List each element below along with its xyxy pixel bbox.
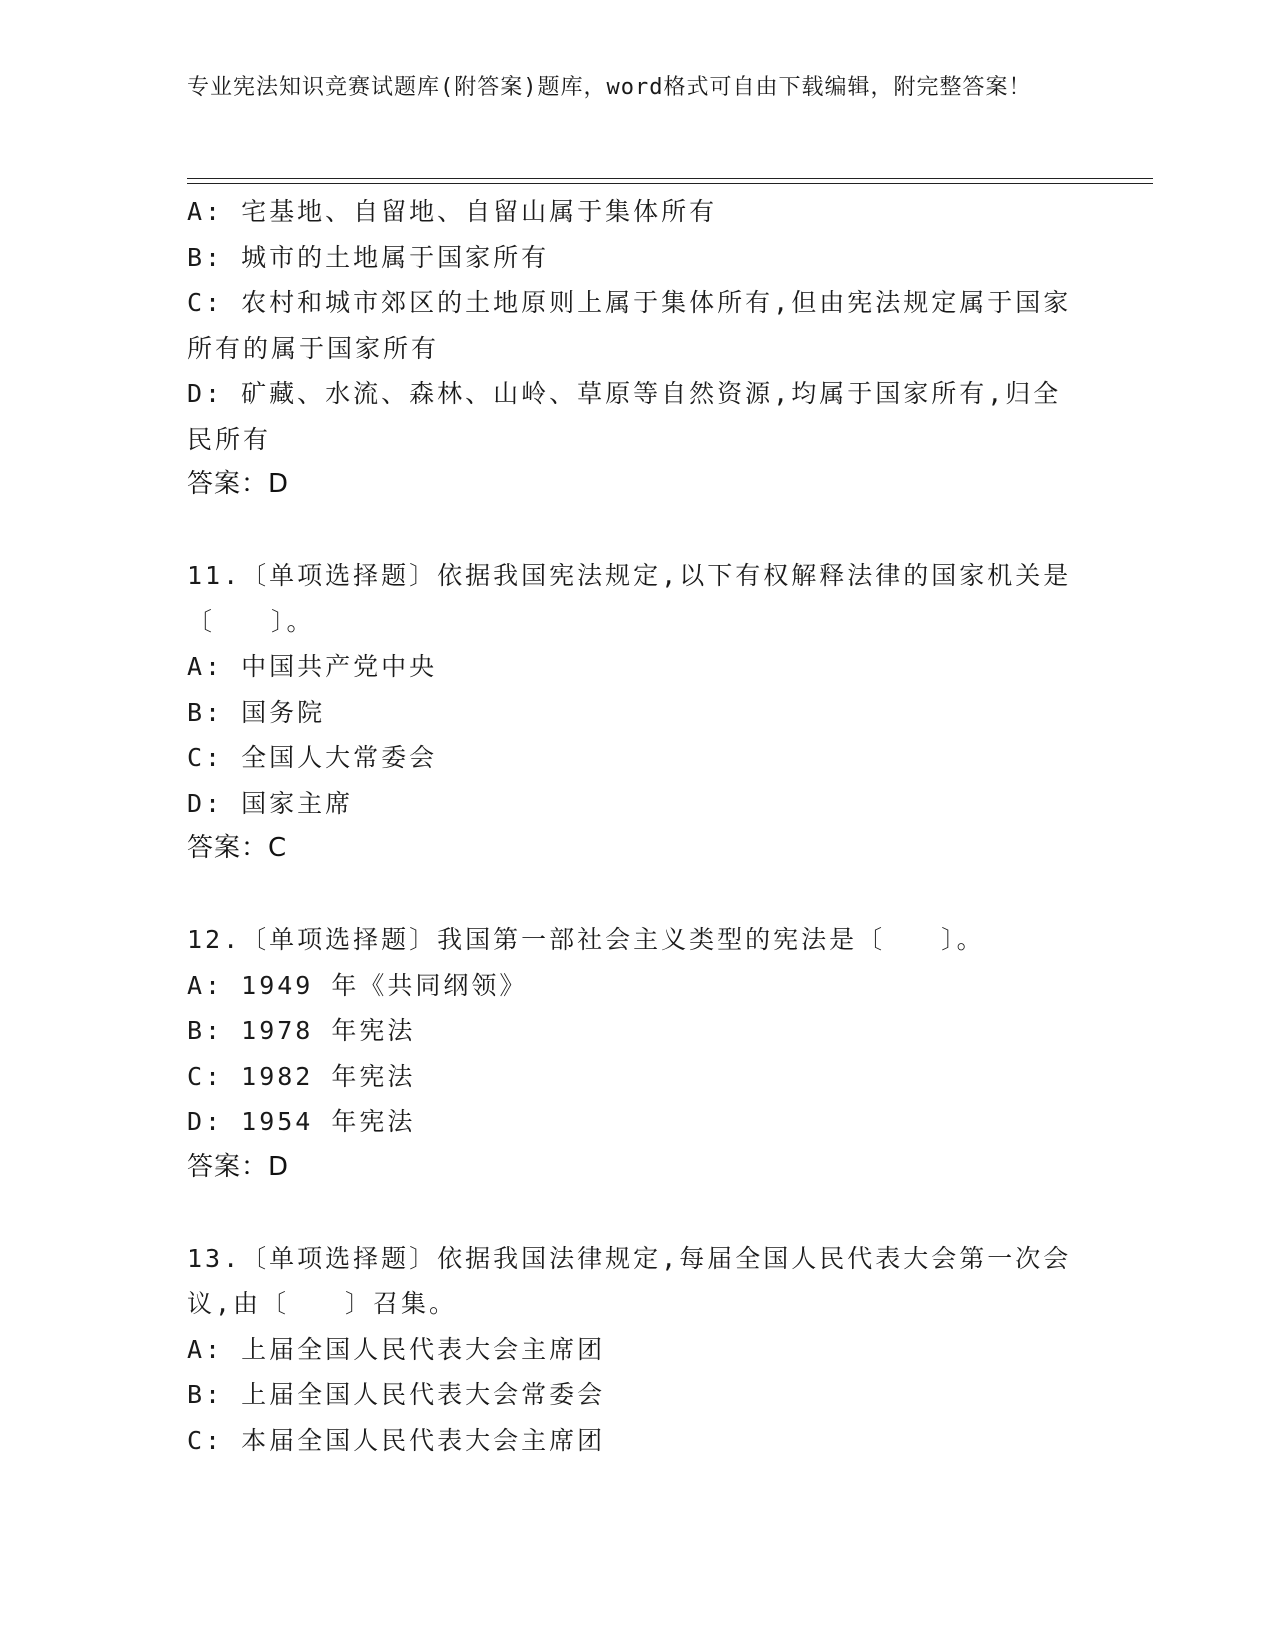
option-a: A: 中国共产党中央 <box>187 652 438 681</box>
spacer <box>187 1190 1077 1236</box>
answer-line: 答案：D <box>187 1151 290 1182</box>
answer-line: 答案：C <box>187 833 288 863</box>
spacer <box>187 508 1077 554</box>
option-a: A: 宅基地、自留地、自留山属于集体所有 <box>187 197 718 226</box>
option-a: A: 1949 年《共同纲领》 <box>187 970 528 1000</box>
option-d: D: 1954 年宪法 <box>187 1107 416 1136</box>
answer-line: 答案：D <box>187 469 290 499</box>
option-b: B: 城市的土地属于国家所有 <box>187 242 550 272</box>
question-stem: 13.〔单项选择题〕依据我国法律规定,每届全国人民代表大会第一次会议,由〔 〕召集。 <box>187 1243 1072 1318</box>
question-13 <box>187 1236 1077 1464</box>
option-c: C: 农村和城市郊区的土地原则上属于集体所有,但由宪法规定属于国家所有的属于国家所有 <box>187 288 1072 363</box>
question-10-tail <box>187 189 1077 508</box>
question-list <box>187 189 1077 1463</box>
question-stem: 12.〔单项选择题〕我国第一部社会主义类型的宪法是〔 〕。 <box>187 925 985 954</box>
question-11 <box>187 553 1077 872</box>
option-c: C: 全国人大常委会 <box>187 743 438 772</box>
question-stem: 11.〔单项选择题〕依据我国宪法规定,以下有权解释法律的国家机关是〔 〕。 <box>187 561 1072 636</box>
option-c: C: 1982 年宪法 <box>187 1061 416 1091</box>
spacer <box>187 872 1077 918</box>
option-d: D: 矿藏、水流、森林、山岭、草原等自然资源,均属于国家所有,归全民所有 <box>187 379 1062 454</box>
question-12 <box>187 917 1077 1190</box>
option-c: C: 本届全国人民代表大会主席团 <box>187 1425 606 1455</box>
page-header: 专业宪法知识竞赛试题库(附答案)题库，word格式可自由下载编辑，附完整答案！ <box>187 75 1032 100</box>
option-d: D: 国家主席 <box>187 788 354 818</box>
option-b: B: 国务院 <box>187 697 326 727</box>
option-b: B: 1978 年宪法 <box>187 1016 416 1045</box>
option-a: A: 上届全国人民代表大会主席团 <box>187 1334 606 1364</box>
option-b: B: 上届全国人民代表大会常委会 <box>187 1380 606 1409</box>
header-rule-bottom <box>187 183 1153 184</box>
header-rule-top <box>187 178 1153 179</box>
